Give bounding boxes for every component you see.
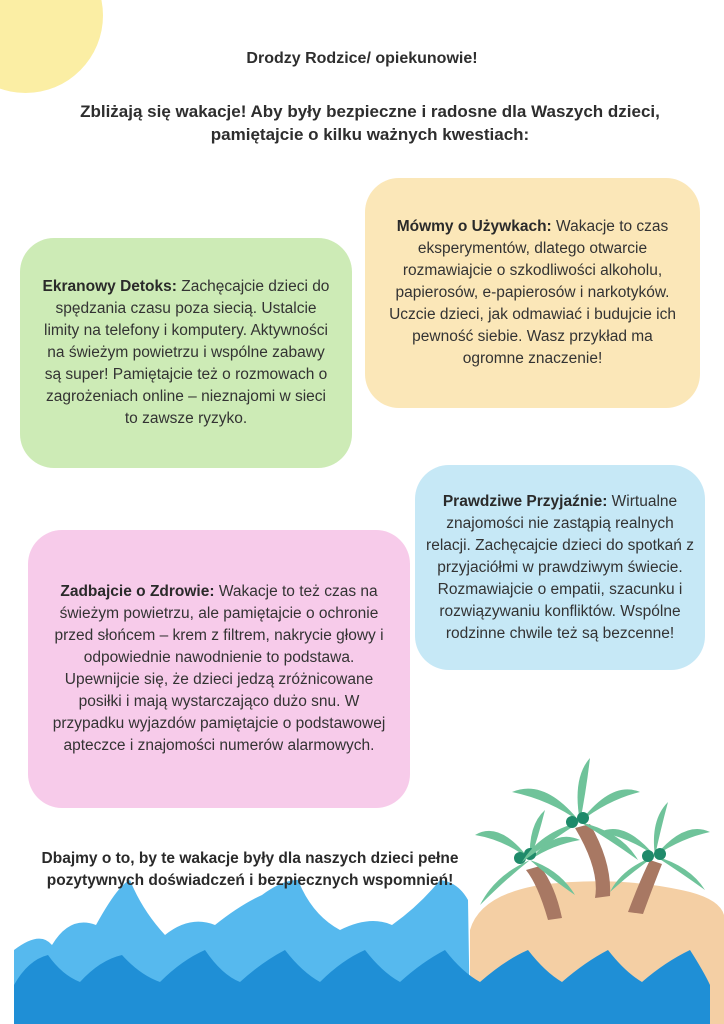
card-friendship-body: Wirtualne znajomości nie zastąpią realnych relacji. Zachęcajcie dzieci do spotkań z przyjaciółmi w prawdziwym świecie. Rozmawiajcie o empatii, szacunku i rozwiązywaniu konfliktów. Wspólne rodzinne chwile też są bezcenne! <box>426 492 694 642</box>
card-screen-detox-title: Ekranowy Detoks: <box>42 278 177 295</box>
closing-text: Dbajmy o to, by te wakacje były dla naszych dzieci pełne pozytywnych doświadczeń i bezpiecznych wspomnień! <box>41 850 459 889</box>
card-friendship-title: Prawdziwe Przyjaźnie: <box>442 492 608 510</box>
card-health-body: Wakacje to też czas na świeżym powietrzu, ale pamiętajcie o ochronie przed słońcem – krem z filtrem, nakrycie głowy i odpowiednie nawodnienie to podstawa. Upewnijcie się, że dzieci jedzą zróżnicowane posiłki i mają wystarczająco dużo snu. W przypadku wyjazdów pamiętajcie o podstawowej apteczce i znajomości numerów alarmowych. <box>52 583 386 754</box>
card-substances-body: Wakacje to czas eksperymentów, dlatego otwarcie rozmawiajcie o szkodliwości alkoholu, papierosów, e-papierosów i narkotyków. Uczcie dzieci, jak odmawiać i budujcie ich pewność siebie. Wasz przykład ma ogromne znaczenie! <box>389 218 676 367</box>
card-screen-detox-body: Zachęcajcie dzieci do spędzania czasu poza siecią. Ustalcie limity na telefony i komputery. Aktywności na świeżym powietrzu i wspólne zabawy są super! Pamiętajcie też o rozmowach o zagrożeniach online – nieznajomi w sieci to zawsze ryzyko. <box>44 278 330 427</box>
intro-text: Zbliżają się wakacje! Aby były bezpieczne i radosne dla Waszych dzieci, pamiętajcie o kilku ważnych kwestiach: <box>80 102 660 144</box>
card-health-title: Zadbajcie o Zdrowie: <box>60 583 215 600</box>
card-substances-title: Mówmy o Używkach: <box>396 218 552 235</box>
greeting-heading: Drodzy Rodzice/ opiekunowie! <box>246 50 478 67</box>
